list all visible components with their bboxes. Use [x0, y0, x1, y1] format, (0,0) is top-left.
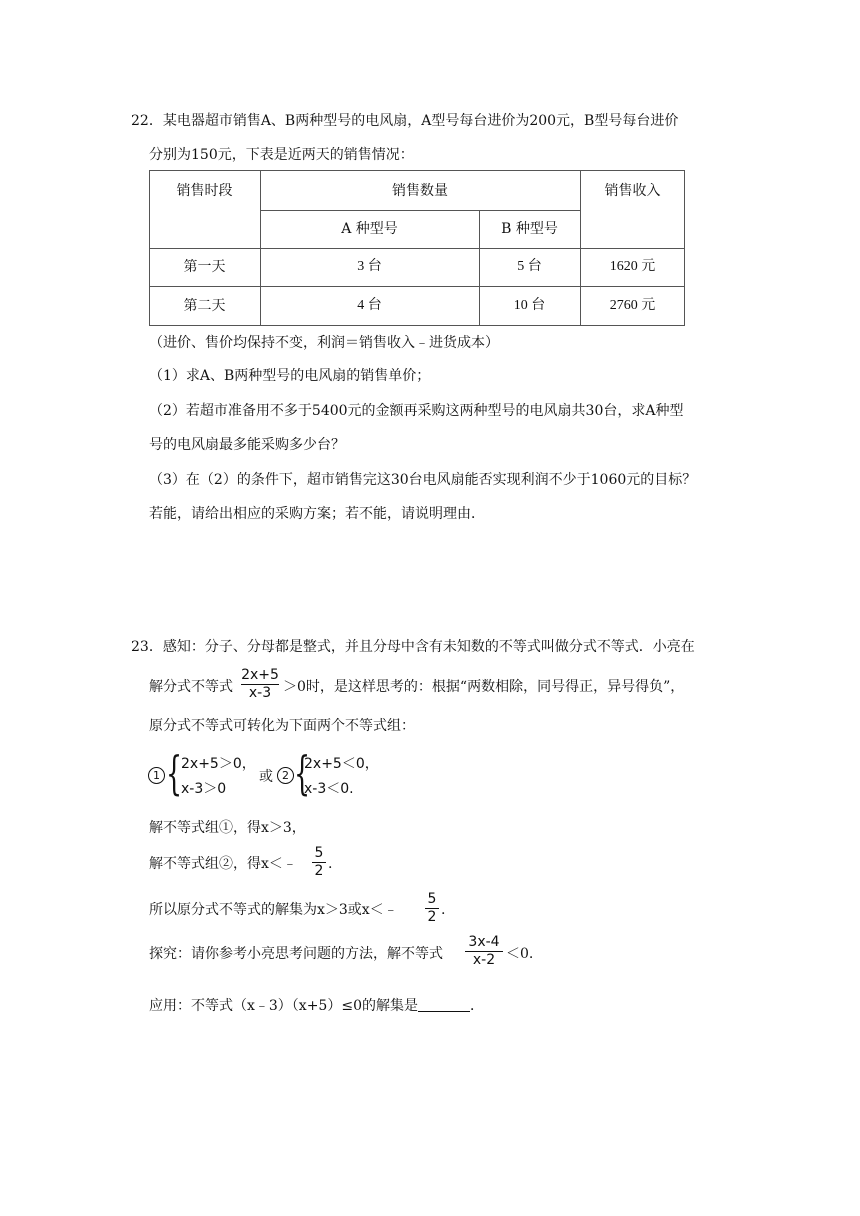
q23-line2-prefix: 解分式不等式: [149, 679, 233, 695]
q22-part3-line1: （3）在（2）的条件下，超市销售完这30台电风扇能否实现利润不少于1060元的目标？: [149, 472, 697, 488]
table-header-type-a: A 种型号: [341, 221, 398, 237]
fraction-5-over-2: [311, 845, 327, 880]
fraction-denominator: 2: [427, 909, 437, 925]
period: .: [441, 902, 446, 918]
or-label: 或: [259, 769, 273, 785]
q22-part2-line1: （2）若超市准备用不多于5400元的金额再采购这两种型号的电风扇共30台，求A种型: [149, 403, 684, 419]
q22-part2-line2: 号的电风扇最多能采购多少台？: [149, 437, 345, 453]
q22-note: （进价、售价均保持不变，利润＝销售收入﹣进货成本）: [149, 335, 499, 351]
q23-line3: 原分式不等式可转化为下面两个不等式组：: [149, 718, 415, 734]
circle-number-1: 1: [148, 767, 165, 784]
system1-first: 2x+5＞0，: [181, 756, 256, 772]
fraction-numerator: 5: [427, 891, 437, 907]
table-row2-income: 2760 元: [609, 298, 656, 313]
table-row1-b: 5 台: [517, 259, 542, 274]
solution-1: 解不等式组①，得x＞3，: [149, 820, 306, 836]
explore-prefix: 探究：请你参考小亮思考问题的方法，解不等式: [149, 946, 443, 962]
table-header-income: 销售收入: [604, 183, 661, 199]
solution-3-prefix: 所以原分式不等式的解集为x＞3或x＜﹣: [149, 902, 398, 918]
q22-line2: 分别为150元，下表是近两天的销售情况：: [149, 147, 414, 163]
fraction-denominator: 2: [314, 863, 324, 879]
fraction-5-over-2: [424, 891, 440, 926]
fraction-numerator: 5: [314, 845, 324, 861]
table-row2-period: 第二天: [183, 298, 226, 314]
fraction-numerator: 2x+5: [241, 667, 279, 683]
answer-blank[interactable]: [418, 997, 470, 1012]
solution-2-prefix: 解不等式组②，得x＜﹣: [149, 856, 297, 872]
table-row1-a: 3 台: [357, 259, 382, 274]
apply-text: 应用：不等式（x﹣3）（x+5）≤0的解集是: [149, 998, 418, 1014]
fraction-denominator: x-3: [248, 685, 272, 701]
fraction-2x5-over-x3: [240, 667, 280, 702]
table-header-quantity: 销售数量: [392, 183, 448, 199]
table-header-period: 销售时段: [176, 183, 233, 199]
explore-suffix: ＜0.: [506, 946, 534, 962]
q23-line2-suffix: ＞0时，是这样思考的：根据“两数相除，同号得正，异号得负”，: [283, 679, 685, 695]
system1-second: x-3＞0: [181, 781, 227, 797]
table-row2-a: 4 台: [357, 298, 382, 313]
circle-number-2: 2: [277, 767, 294, 784]
q22-part1: （1）求A、B两种型号的电风扇的销售单价；: [149, 368, 431, 384]
table-row1-period: 第一天: [183, 259, 226, 275]
sales-table: [149, 170, 685, 325]
q22-part3-line2: 若能，请给出相应的采购方案；若不能，请说明理由．: [149, 506, 485, 522]
system2-first: 2x+5＜0，: [304, 756, 379, 772]
system2-second: x-3＜0.: [304, 781, 354, 797]
fraction-3x4-over-x2: [464, 934, 504, 969]
fraction-numerator: 3x-4: [468, 934, 500, 950]
table-header-type-b: B 种型号: [501, 221, 558, 237]
period: .: [328, 856, 333, 872]
fraction-denominator: x-2: [472, 952, 496, 968]
q23-line1: 23．感知：分子、分母都是整式，并且分母中含有未知数的不等式叫做分式不等式．小亮在: [131, 639, 695, 655]
q22-line1: 22．某电器超市销售A、B两种型号的电风扇，A型号每台进价为200元，B型号每台进价: [131, 113, 679, 129]
table-row1-income: 1620 元: [609, 259, 656, 274]
apply-line: [149, 996, 484, 1016]
left-brace-icon: {: [294, 746, 311, 800]
left-brace-icon: {: [166, 746, 183, 800]
apply-end: ．: [469, 998, 484, 1014]
table-row2-b: 10 台: [513, 298, 546, 313]
